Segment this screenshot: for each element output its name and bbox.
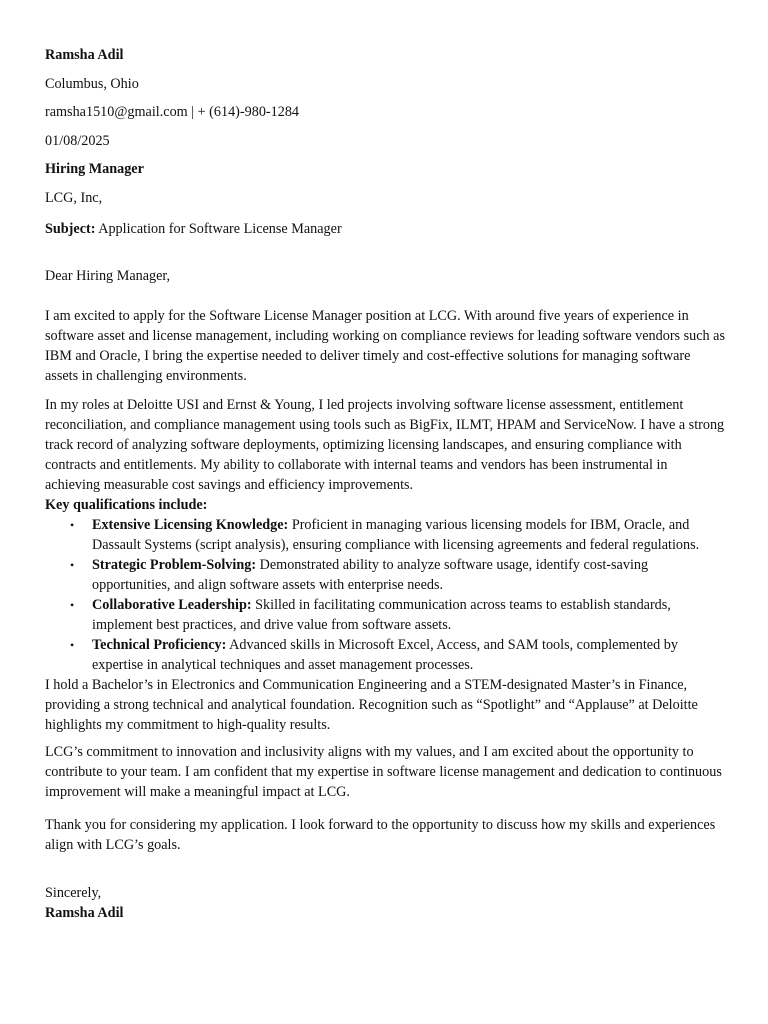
subject-label: Subject: [45,220,96,237]
salutation: Dear Hiring Manager, [45,267,171,284]
signature: Ramsha Adil [45,904,124,921]
qualification-text: Advanced skills in Microsoft Excel, Access, and SAM tools, complemented by expertise in analytical techniques and asset management processes. [92,636,678,673]
subject-line [45,219,725,239]
qualification-title: Collaborative Leadership: [92,596,252,613]
qualification-text: Demonstrated ability to analyze software usage, identify cost-saving opportunities, and align software assets with enterprise needs. [92,556,649,593]
bullet-icon: • [70,637,75,652]
paragraph-education: I hold a Bachelor’s in Electronics and Communication Engineering and a STEM-designated Master’s in Finance, providing a strong technical and analytical foundation. Recognition such as “Spotlight” and “Applause” at Deloitte highlights my commitment to high-quality results. [45,676,698,733]
qualification-text: Skilled in facilitating communication across teams to establish standards, implement best practices, and drive value from software assets. [92,596,671,633]
paragraph-experience: In my roles at Deloitte USI and Ernst & Young, I led projects involving software license assessment, entitlement reconciliation, and compliance management using tools such as BigFix, ILMT, HPAM and ServiceNow. I have a strong track record of analyzing software deployments, optimizing licensing landscapes, and ensuring compliance with contracts and entitlements. My ability to collaborate with internal teams and vendors has been instrumental in achieving measurable cost savings and efficiency improvements. [45,396,725,493]
cover-letter [45,45,725,923]
sender-name: Ramsha Adil [45,47,124,63]
paragraph-alignment: LCG’s commitment to innovation and inclusivity aligns with my values, and I am excited about the opportunity to contribute to your team. I am confident that my expertise in software license management and dedication to continuous improvement will make a meaningful impact at LCG. [45,743,722,800]
qualifications-heading: Key qualifications include: [45,496,208,513]
qualification-title: Extensive Licensing Knowledge: [92,516,289,533]
paragraph-intro: I am excited to apply for the Software License Manager position at LCG. With around five years of experience in software asset and license management, including working on compliance reviews for leading software vendors such as IBM and Oracle, I bring the expertise needed to deliver timely and cost-effective solutions for managing software assets in challenging environments. [45,307,725,384]
qualification-title: Strategic Problem-Solving: [92,556,257,573]
qualification-text: Proficient in managing various licensing models for IBM, Oracle, and Dassault Systems (script analysis), ensuring compliance with licensing agreements and federal regulations. [92,516,700,553]
sender-location: Columbus, Ohio [45,75,139,92]
letter-date: 01/08/2025 [45,132,110,149]
list-item [70,635,725,675]
bullet-icon: • [70,557,75,572]
bullet-icon: • [70,517,75,532]
list-item [70,515,725,555]
sender-contact: ramsha1510@gmail.com | + (614)-980-1284 [45,104,300,120]
bullet-icon: • [70,597,75,612]
subject-text: Application for Software License Manager [95,220,342,237]
qualifications-list [45,515,725,675]
paragraph-thanks: Thank you for considering my application. I look forward to the opportunity to discuss how my skills and experiences align with LCG’s goals. [45,816,716,853]
valediction: Sincerely, [45,884,102,901]
recipient-company: LCG, Inc, [45,189,103,206]
list-item [70,595,725,635]
recipient-title: Hiring Manager [45,161,144,177]
qualification-title: Technical Proficiency: [92,636,227,653]
list-item [70,555,725,595]
